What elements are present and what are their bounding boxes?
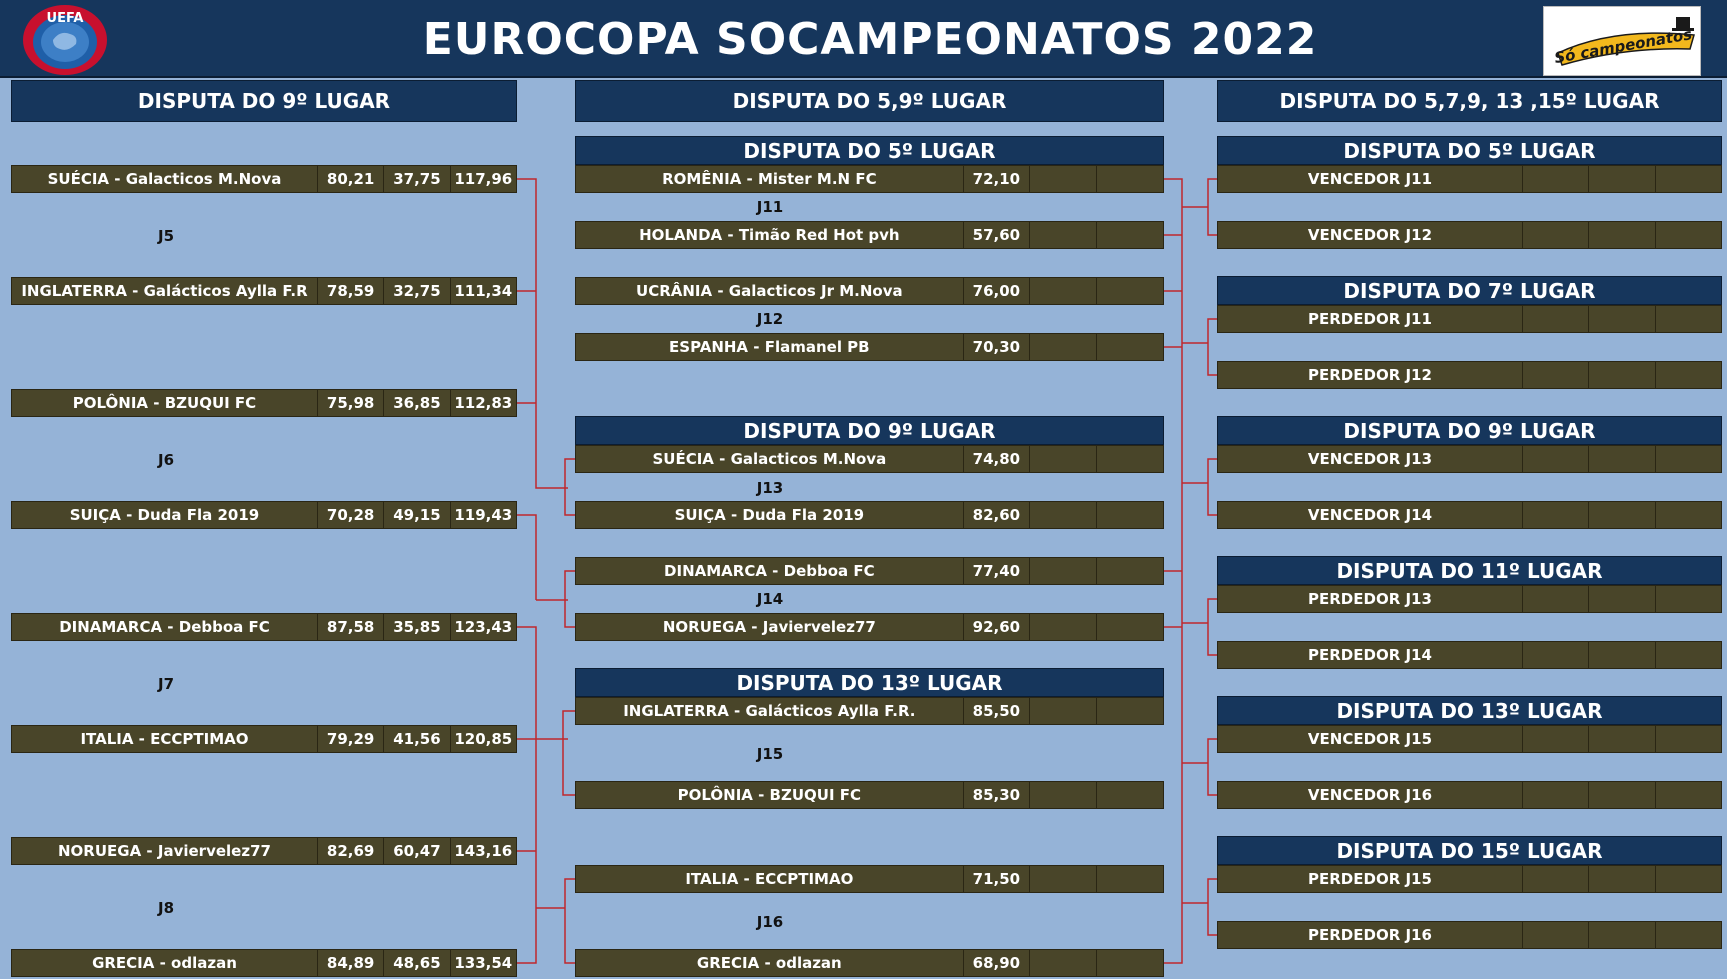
table-row [575, 949, 1164, 977]
score-1: 82,69 [317, 838, 383, 864]
team-name: PERDEDOR J13 [1308, 590, 1432, 608]
team-name: DINAMARCA - Debboa FC [59, 618, 270, 636]
score: 85,50 [963, 698, 1029, 724]
score-empty [1655, 866, 1721, 892]
connector-line [1208, 879, 1217, 935]
score-total: 112,83 [450, 390, 516, 416]
table-row [1217, 221, 1722, 249]
team-name: PERDEDOR J12 [1308, 366, 1432, 384]
score-empty [1096, 866, 1163, 892]
score-total: 123,43 [450, 614, 516, 640]
table-row [1217, 305, 1722, 333]
score-2: 49,15 [383, 502, 449, 528]
table-row [11, 837, 517, 865]
score-empty [1588, 586, 1654, 612]
section-header: DISPUTA DO 15º LUGAR [1217, 836, 1722, 865]
score: 57,60 [963, 222, 1029, 248]
table-row [1217, 361, 1722, 389]
score: 72,10 [963, 166, 1029, 192]
score: 68,90 [963, 950, 1029, 976]
score-empty [1522, 866, 1588, 892]
table-row [575, 557, 1164, 585]
table-row [575, 501, 1164, 529]
score-2: 35,85 [383, 614, 449, 640]
score-empty [1588, 362, 1654, 388]
team-name: PERDEDOR J11 [1308, 310, 1432, 328]
game-label: J12 [756, 310, 784, 328]
score-empty [1096, 558, 1163, 584]
table-row [11, 501, 517, 529]
table-row [1217, 865, 1722, 893]
table-row [1217, 725, 1722, 753]
section-header: DISPUTA DO 13º LUGAR [575, 668, 1164, 697]
team-name: VENCEDOR J11 [1307, 170, 1433, 188]
connector-line [1208, 179, 1217, 235]
score: 74,80 [963, 446, 1029, 472]
socampeonatos-logo [1543, 6, 1701, 76]
section-header: DISPUTA DO 7º LUGAR [1217, 276, 1722, 305]
connector-line [565, 459, 575, 515]
score: 92,60 [963, 614, 1029, 640]
score-empty [1029, 950, 1095, 976]
score-empty [1029, 866, 1095, 892]
table-row [575, 165, 1164, 193]
score-empty [1588, 782, 1654, 808]
game-label: J16 [756, 913, 784, 931]
score-empty [1588, 306, 1654, 332]
team-name: VENCEDOR J14 [1307, 506, 1433, 524]
score-empty [1029, 166, 1095, 192]
section-header: DISPUTA DO 11º LUGAR [1217, 556, 1722, 585]
score-1: 75,98 [317, 390, 383, 416]
team-name: INGLATERRA - Galácticos Aylla F.R [21, 282, 308, 300]
team-name: POLÔNIA - BZUQUI FC [72, 394, 257, 412]
connector-line [565, 879, 575, 963]
team-name: NORUEGA - Javiervelez77 [58, 842, 271, 860]
team-name: GRECIA - odlazan [696, 954, 842, 972]
score-empty [1522, 922, 1588, 948]
team-name: ITALIA - ECCPTIMAO [685, 870, 854, 888]
score-empty [1522, 642, 1588, 668]
section-header: DISPUTA DO 9º LUGAR [575, 416, 1164, 445]
score-empty [1655, 726, 1721, 752]
team-name: INGLATERRA - Galácticos Aylla F.R. [623, 702, 916, 720]
score-empty [1029, 782, 1095, 808]
score-empty [1655, 782, 1721, 808]
score-1: 78,59 [317, 278, 383, 304]
team-name: SUÉCIA - Galacticos M.Nova [652, 450, 887, 468]
score-empty [1522, 306, 1588, 332]
score-2: 37,75 [383, 166, 449, 192]
table-row [1217, 445, 1722, 473]
score-empty [1655, 642, 1721, 668]
team-name: VENCEDOR J13 [1307, 450, 1433, 468]
score-2: 41,56 [383, 726, 449, 752]
game-label: J5 [157, 227, 175, 245]
connector-line [565, 571, 575, 627]
score-empty [1655, 166, 1721, 192]
connector-line [1208, 459, 1217, 515]
score-empty [1588, 922, 1654, 948]
uefa-logo-text: UEFA [46, 11, 84, 26]
score-empty [1522, 782, 1588, 808]
score-empty [1522, 362, 1588, 388]
score-empty [1096, 614, 1163, 640]
game-label: J14 [756, 590, 784, 608]
team-name: SUIÇA - Duda Fla 2019 [69, 506, 260, 524]
connector-line [1208, 319, 1217, 375]
score-empty [1096, 502, 1163, 528]
team-name: SUÉCIA - Galacticos M.Nova [47, 170, 282, 188]
col-header-middle: DISPUTA DO 5,9º LUGAR [575, 80, 1164, 122]
table-row [575, 277, 1164, 305]
score: 76,00 [963, 278, 1029, 304]
score-empty [1655, 222, 1721, 248]
score-empty [1096, 950, 1163, 976]
section-header: DISPUTA DO 9º LUGAR [1217, 416, 1722, 445]
team-name: ESPANHA - Flamanel PB [669, 338, 870, 356]
score-1: 79,29 [317, 726, 383, 752]
score-empty [1655, 362, 1721, 388]
table-row [575, 697, 1164, 725]
team-name: DINAMARCA - Debboa FC [664, 562, 875, 580]
score-empty [1588, 222, 1654, 248]
score-empty [1029, 334, 1095, 360]
socampeonatos-logo-text: Só campeonatos [1552, 25, 1694, 68]
section-header: DISPUTA DO 5º LUGAR [1217, 136, 1722, 165]
score-empty [1588, 726, 1654, 752]
score-empty [1588, 642, 1654, 668]
score-empty [1655, 922, 1721, 948]
score-1: 84,89 [317, 950, 383, 976]
score-1: 70,28 [317, 502, 383, 528]
score-empty [1522, 222, 1588, 248]
score-empty [1029, 278, 1095, 304]
score-empty [1588, 166, 1654, 192]
score-empty [1029, 222, 1095, 248]
score-empty [1096, 334, 1163, 360]
score-1: 80,21 [317, 166, 383, 192]
score-empty [1096, 278, 1163, 304]
table-row [1217, 781, 1722, 809]
table-row [11, 277, 517, 305]
connector-line [1164, 885, 1182, 963]
table-row [11, 613, 517, 641]
team-name: ITALIA - ECCPTIMAO [80, 730, 249, 748]
score-1: 87,58 [317, 614, 383, 640]
team-name: PERDEDOR J15 [1308, 870, 1432, 888]
score-empty [1096, 222, 1163, 248]
score-empty [1588, 866, 1654, 892]
game-label: J7 [157, 675, 175, 693]
score-empty [1588, 446, 1654, 472]
table-row [575, 865, 1164, 893]
team-name: VENCEDOR J12 [1307, 226, 1433, 244]
score-empty [1655, 446, 1721, 472]
score-empty [1029, 698, 1095, 724]
page-title: EUROCOPA SOCAMPEONATOS 2022 [422, 14, 1318, 65]
table-row [11, 389, 517, 417]
score-empty [1655, 502, 1721, 528]
game-label: J8 [157, 899, 175, 917]
score-empty [1588, 502, 1654, 528]
table-row [1217, 501, 1722, 529]
score-total: 119,43 [450, 502, 516, 528]
score-empty [1029, 558, 1095, 584]
score-empty [1096, 782, 1163, 808]
score-empty [1029, 614, 1095, 640]
game-label: J6 [157, 451, 175, 469]
connector-line [1208, 739, 1217, 795]
score-empty [1096, 446, 1163, 472]
table-row [575, 221, 1164, 249]
score-empty [1029, 446, 1095, 472]
connector-line [517, 515, 536, 600]
score-empty [1655, 586, 1721, 612]
score-empty [1655, 306, 1721, 332]
team-name: POLÔNIA - BZUQUI FC [677, 786, 862, 804]
score-empty [1522, 446, 1588, 472]
team-name: GRECIA - odlazan [92, 954, 237, 972]
team-name: PERDEDOR J14 [1308, 646, 1432, 664]
score-total: 117,96 [450, 166, 516, 192]
team-name: VENCEDOR J15 [1307, 730, 1433, 748]
score: 70,30 [963, 334, 1029, 360]
table-row [575, 333, 1164, 361]
game-label: J15 [756, 745, 784, 763]
score-2: 48,65 [383, 950, 449, 976]
table-row [11, 165, 517, 193]
table-row [575, 781, 1164, 809]
score-2: 36,85 [383, 390, 449, 416]
score: 82,60 [963, 502, 1029, 528]
score-2: 60,47 [383, 838, 449, 864]
score: 85,30 [963, 782, 1029, 808]
score-total: 133,54 [450, 950, 516, 976]
game-label: J13 [756, 479, 784, 497]
score-empty [1522, 166, 1588, 192]
table-row [11, 949, 517, 977]
score-empty [1522, 726, 1588, 752]
team-name: ROMÊNIA - Mister M.N FC [662, 170, 877, 188]
section-header: DISPUTA DO 13º LUGAR [1217, 696, 1722, 725]
table-row [1217, 585, 1722, 613]
team-name: VENCEDOR J16 [1307, 786, 1433, 804]
col-header-right: DISPUTA DO 5,7,9, 13 ,15º LUGAR [1217, 80, 1722, 122]
connector-line [1208, 599, 1217, 655]
table-row [575, 613, 1164, 641]
table-row [1217, 641, 1722, 669]
score: 71,50 [963, 866, 1029, 892]
score-empty [1029, 502, 1095, 528]
score-empty [1096, 698, 1163, 724]
score-total: 111,34 [450, 278, 516, 304]
team-name: SUIÇA - Duda Fla 2019 [674, 506, 865, 524]
connector-line [1164, 179, 1182, 885]
connector-line [517, 627, 536, 963]
score-total: 143,16 [450, 838, 516, 864]
uefa-logo [20, 2, 110, 76]
team-name: UCRÂNIA - Galacticos Jr M.Nova [636, 282, 903, 300]
table-row [1217, 165, 1722, 193]
team-name: NORUEGA - Javiervelez77 [662, 618, 876, 636]
col-header-left: DISPUTA DO 9º LUGAR [11, 80, 517, 122]
team-name: PERDEDOR J16 [1308, 926, 1432, 944]
table-row [11, 725, 517, 753]
team-name: HOLANDA - Timão Red Hot pvh [639, 226, 900, 244]
score-2: 32,75 [383, 278, 449, 304]
connector-line [563, 711, 575, 795]
connector-line [517, 179, 568, 488]
table-row [575, 445, 1164, 473]
game-label: J11 [756, 198, 784, 216]
score-empty [1522, 586, 1588, 612]
score: 77,40 [963, 558, 1029, 584]
score-empty [1096, 166, 1163, 192]
table-row [1217, 921, 1722, 949]
score-empty [1522, 502, 1588, 528]
section-header: DISPUTA DO 5º LUGAR [575, 136, 1164, 165]
score-total: 120,85 [450, 726, 516, 752]
